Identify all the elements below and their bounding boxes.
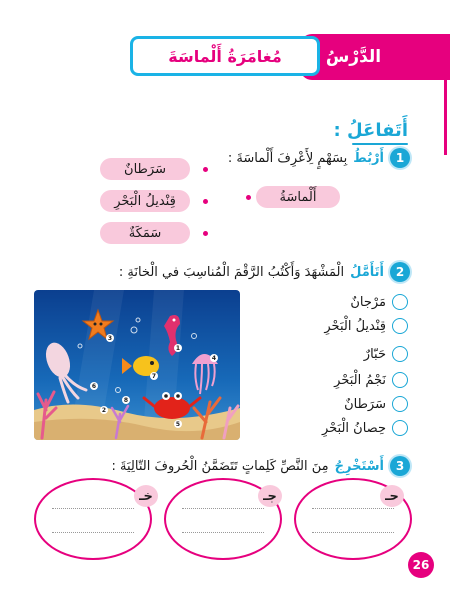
exercise-2-instruction: الْمَشْهَدَ وَأَكْتُبُ الرَّقْمَ الْمُناسِبَ في الْخانَةِ :	[118, 264, 345, 280]
exercise-1-instruction: بِسَهْمٍ لِأَعْرِفَ أَلْماسَةَ :	[227, 150, 348, 166]
lesson-title: مُغامَرَةُ أَلْماسَةَ	[130, 36, 320, 76]
option-label: سَرَطانٌ	[344, 396, 386, 412]
marker-5: 5	[175, 421, 181, 428]
letter-tag-ha: حـ	[380, 485, 404, 507]
page-number: 26	[408, 552, 434, 578]
exercise-2-header	[119, 262, 410, 282]
sea-scene-svg	[34, 290, 240, 440]
option-label: حَبّارٌ	[363, 346, 386, 362]
exercise-1-verb: أَرْبُطُ	[353, 150, 384, 166]
option-label: حِصانُ الْبَحْرِ	[321, 420, 386, 436]
marker-2: 2	[101, 407, 107, 414]
marker-7: 7	[151, 373, 157, 380]
exercise-3-header	[112, 456, 410, 476]
option-row-jellyfish	[324, 318, 408, 334]
marker-4: 4	[211, 355, 217, 362]
marker-8: 8	[123, 397, 129, 404]
lesson-tab	[300, 34, 450, 80]
option-row-coral	[350, 294, 408, 310]
answer-box[interactable]	[392, 346, 408, 362]
exercise-2-badge: 2	[390, 262, 410, 282]
exercise-1-badge: 1	[390, 148, 410, 168]
option-fish[interactable]: سَمَكَةٌ	[100, 222, 190, 244]
option-crab-dot[interactable]	[203, 167, 208, 172]
option-jellyfish-dot[interactable]	[203, 199, 208, 204]
option-label: قِنْديلُ الْبَحْرِ	[324, 318, 386, 334]
exercise-3-badge: 3	[390, 456, 410, 476]
sea-scene-illustration	[34, 290, 240, 440]
exercise-3-instruction: مِنَ النَّصِّ كَلِماتٍ تَتَضَمَّنُ الْحُروفَ التّالِيَةَ :	[111, 458, 329, 474]
side-divider	[444, 80, 447, 155]
option-row-starfish	[334, 372, 408, 388]
answer-box[interactable]	[392, 318, 408, 334]
letter-tag-kha: خـ	[134, 485, 158, 507]
section-underline	[352, 143, 408, 145]
exercise-2-verb: أَتَأَمَّلُ	[350, 264, 384, 280]
option-jellyfish[interactable]: قِنْديلُ الْبَحْرِ	[100, 190, 190, 212]
option-row-seahorse	[322, 420, 408, 436]
marker-6: 6	[91, 383, 97, 390]
target-dot[interactable]	[246, 195, 251, 200]
option-label: نَجْمُ الْبَحْرِ	[334, 372, 386, 388]
option-row-crab	[344, 396, 408, 412]
answer-box[interactable]	[392, 420, 408, 436]
section-title: أَتَفاعَلُ :	[333, 120, 408, 141]
answer-box[interactable]	[392, 294, 408, 310]
target-word[interactable]: أَلْماسَةُ	[256, 186, 340, 208]
option-crab[interactable]: سَرَطانٌ	[100, 158, 190, 180]
answer-box[interactable]	[392, 372, 408, 388]
exercise-3-verb: أَسْتَخْرِجُ	[334, 458, 384, 474]
marker-1: 1	[175, 345, 181, 352]
lesson-label: الدَّرْسُ	[325, 47, 382, 67]
option-label: مَرْجانٌ	[350, 294, 386, 310]
answer-box[interactable]	[392, 396, 408, 412]
marker-3: 3	[107, 335, 113, 342]
option-fish-dot[interactable]	[203, 231, 208, 236]
exercise-1-header	[228, 148, 410, 168]
option-row-squid	[364, 346, 408, 362]
letter-tag-jim: جـ	[258, 485, 282, 507]
